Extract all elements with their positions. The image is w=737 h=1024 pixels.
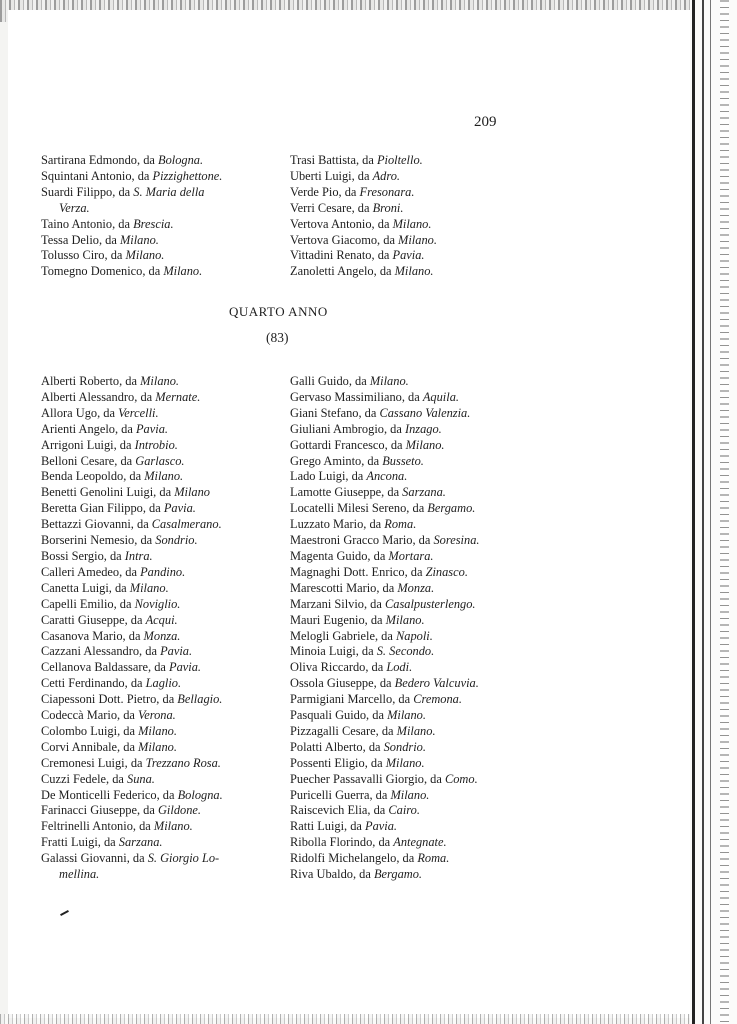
person-name: Grego Aminto, da [290,453,383,468]
hometown: S. Secondo. [376,644,435,659]
person-name: Verri Cesare, da [290,200,373,215]
name-list-main-left [41,374,223,883]
person-name: Farinacci Giuseppe, da [41,803,158,818]
hometown: Inzago. [404,421,442,436]
list-item [41,217,222,233]
list-item [41,169,222,185]
person-name: Ribolla Florindo, da [290,835,394,850]
person-name: Ossola Giuseppe, da [290,676,395,691]
person-name: Cellanova Baldassare, da [41,660,169,675]
hometown: Milano. [392,216,432,231]
hometown: Pizzighettone. [152,168,223,183]
person-name: Canetta Luigi, da [41,580,130,595]
list-item [41,438,223,454]
list-item [290,835,480,851]
list-item [41,835,223,851]
list-item [41,501,223,517]
person-name: Tomegno Domenico, da [41,264,164,279]
person-name: Raiscevich Elia, da [290,803,389,818]
hometown: Adro. [372,168,401,183]
list-item [41,676,223,692]
person-name: Squintani Antonio, da [41,168,153,183]
person-name: Giani Stefano, da [290,405,380,420]
hometown: Noviglio. [134,596,181,611]
hometown: Milano. [153,819,193,834]
hometown: Milano. [385,755,425,770]
hometown: Busseto. [382,453,424,468]
person-name: Beretta Gian Filippo, da [41,501,164,516]
hometown: Ancona. [366,469,408,484]
person-name: Borserini Nemesio, da [41,533,156,548]
hometown: Trezzano Rosa. [145,755,221,770]
list-item [290,201,437,217]
person-name: Verde Pio, da [290,184,360,199]
hometown: Casalpusterlengo. [384,596,476,611]
list-item [290,406,480,422]
list-item [290,549,480,565]
person-name: Allora Ugo, da [41,405,119,420]
person-name: Galli Guido, da [290,374,370,388]
list-item [290,756,480,772]
person-name: De Monticelli Federico, da [41,787,178,802]
person-name: Lamotte Giuseppe, da [290,485,403,500]
hometown: Pavia. [135,421,168,436]
hometown: Cassano Valenzia. [379,405,471,420]
person-name: Ridolfi Michelangelo, da [290,851,418,866]
name-list-top-right [290,153,437,280]
hometown: Sondrio. [155,533,198,548]
list-item [41,565,223,581]
person-name: Puecher Passavalli Giorgio, da [290,771,445,786]
list-item [290,676,480,692]
hometown: Milano. [144,469,184,484]
hometown: Gildone. [157,803,202,818]
person-name: Trasi Battista, da [290,153,377,167]
list-item [41,740,223,756]
hometown: Sarzana. [118,835,163,850]
person-name: Benda Leopoldo, da [41,469,145,484]
list-item [41,406,223,422]
hometown: Monza. [143,628,181,643]
list-item [41,533,223,549]
hometown: Verona. [138,708,176,723]
list-item [290,264,437,280]
list-item [41,517,223,533]
hometown: Bergamo. [427,501,476,516]
hometown: Como. [444,771,478,786]
person-name: Sartirana Edmondo, da [41,153,158,167]
person-name: Lado Luigi, da [290,469,367,484]
person-name: Casanova Mario, da [41,628,144,643]
person-name: Locatelli Milesi Sereno, da [290,501,428,516]
list-item [290,374,480,390]
list-item [41,851,223,883]
list-item [290,772,480,788]
person-name: Galassi Giovanni, da [41,851,148,866]
list-item [41,422,223,438]
hometown: Milano. [129,580,169,595]
hometown: Milano. [163,264,203,279]
hometown: Fresonara. [359,184,415,199]
person-name: Polatti Alberto, da [290,739,384,754]
list-item [41,788,223,804]
hometown: Milano. [390,787,430,802]
hometown: Napoli. [395,628,433,643]
person-name: Vittadini Renato, da [290,248,393,263]
hometown: Bergamo. [373,867,423,882]
person-name: Cazzani Alessandro, da [41,644,161,659]
hometown: Sarzana. [402,485,446,500]
list-item [41,629,223,645]
hometown: Bologna. [158,153,204,167]
list-item [290,581,480,597]
section-heading: QUARTO ANNO [229,304,328,319]
person-name: Minoia Luigi, da [290,644,377,659]
list-item [290,819,480,835]
person-name: Cetti Ferdinando, da [41,676,146,691]
hometown: Mortara. [388,548,434,563]
hometown: Milano. [119,232,159,247]
list-item [41,153,222,169]
list-item [41,772,223,788]
list-item [290,454,480,470]
hometown: Milano. [369,374,409,388]
list-item [290,169,437,185]
person-name: Arienti Angelo, da [41,421,136,436]
name-list-top-left [41,153,222,280]
list-item [41,756,223,772]
list-item [290,438,480,454]
list-item [290,185,437,201]
person-name: Mauri Eugenio, da [290,612,386,627]
list-item [290,724,480,740]
list-item [290,217,437,233]
list-item [290,485,480,501]
hometown: Pavia. [365,819,398,834]
hometown: S. Giorgio Lo- [147,851,220,866]
person-name: Arrigoni Luigi, da [41,437,135,452]
hometown: Garlasco. [135,453,185,468]
list-item [41,469,223,485]
person-name: Zanoletti Angelo, da [290,264,395,279]
hometown: Pavia. [160,644,193,659]
hometown: Pavia. [169,660,201,675]
person-name: Taino Antonio, da [41,216,134,231]
list-item [290,629,480,645]
hometown: Brescia. [133,216,174,231]
list-item [41,485,223,501]
name-list-main-right [290,374,480,883]
hometown: Milano. [387,708,426,723]
person-name: Possenti Eligio, da [290,755,386,770]
person-name: Magnaghi Dott. Enrico, da [290,564,426,579]
hometown: Acqui. [145,612,178,627]
list-item [290,644,480,660]
page-number: 209 [474,114,497,130]
person-name: Cuzzi Fedele, da [41,771,128,786]
hometown: Bellagio. [177,692,223,707]
person-name: Marzani Silvio, da [290,596,385,611]
person-name: Capelli Emilio, da [41,596,135,611]
list-item [41,803,223,819]
person-name: Vertova Giacomo, da [290,232,399,247]
hometown: Roma. [417,851,450,866]
list-item [41,264,222,280]
person-name: Bossi Sergio, da [41,548,125,563]
person-name: Ciapessoni Dott. Pietro, da [41,692,178,707]
hometown: Milano. [138,723,177,738]
hometown: Cremona. [413,692,462,707]
list-item [290,613,480,629]
hometown: Intra. [124,548,153,563]
list-item [41,708,223,724]
hometown: Soresina. [433,533,480,548]
hometown: Pavia. [392,248,425,263]
list-item [290,233,437,249]
list-item [41,819,223,835]
person-name: Ratti Luigi, da [290,819,366,834]
hometown: Roma. [384,517,417,532]
hometown: Bedero Valcuvia. [394,676,479,691]
hometown: Broni. [372,200,404,215]
person-name: Melogli Gabriele, da [290,628,396,643]
person-name: Benetti Genolini Luigi, da [41,485,175,500]
hometown: S. Maria della [133,184,205,199]
hometown: Laglio. [145,676,182,691]
person-name: Pizzagalli Cesare, da [290,723,397,738]
list-item [290,788,480,804]
hometown: Suna. [127,771,155,786]
hometown: Milano. [125,248,165,263]
hometown: Zinasco. [425,564,468,579]
hometown: Mernate. [155,389,201,404]
person-name: Fratti Luigi, da [41,835,119,850]
person-name: Luzzato Mario, da [290,517,385,532]
book-spine-edge [690,0,737,1024]
hometown: Casalmerano. [151,517,222,532]
book-page [8,10,690,1018]
hometown: Milano. [394,264,434,279]
person-name: Alberti Roberto, da [41,374,141,388]
list-item [41,692,223,708]
person-name: Parmigiani Marcello, da [290,692,414,707]
person-name: Pasquali Guido, da [290,708,388,723]
person-name: Maestroni Gracco Mario, da [290,533,434,548]
list-item [290,469,480,485]
person-name: Corvi Annibale, da [41,739,139,754]
list-item [290,597,480,613]
list-item [290,422,480,438]
list-item [41,233,222,249]
hometown: Milano [174,485,210,500]
person-name: Alberti Alessandro, da [41,389,156,404]
list-item [290,517,480,533]
person-name: Vertova Antonio, da [290,216,393,231]
hometown: Milano. [138,739,177,754]
hometown: Pavia. [163,501,196,516]
hometown-continued: mellina. [59,867,100,882]
list-item [41,454,223,470]
person-name: Oliva Riccardo, da [290,660,387,675]
list-item [290,565,480,581]
person-name: Cremonesi Luigi, da [41,755,146,770]
person-name: Magenta Guido, da [290,548,389,563]
hometown: Aquila. [422,389,459,404]
person-name: Tolusso Ciro, da [41,248,126,263]
hometown: Vercelli. [118,405,159,420]
hometown: Lodi. [386,660,413,675]
hometown: Introbio. [134,437,178,452]
person-name: Uberti Luigi, da [290,168,373,183]
list-item [290,390,480,406]
list-item [41,374,223,390]
person-name: Tessa Delio, da [41,232,120,247]
list-item [290,851,480,867]
ink-mark [60,910,69,916]
person-name: Suardi Filippo, da [41,184,134,199]
person-name: Bettazzi Giovanni, da [41,517,152,532]
hometown: Milano. [405,437,445,452]
list-item [41,185,222,217]
list-item [290,501,480,517]
list-item [290,740,480,756]
list-item [290,803,480,819]
hometown: Milano. [385,612,425,627]
list-item [41,660,223,676]
hometown: Milano. [396,723,436,738]
person-name: Riva Ubaldo, da [290,867,374,882]
list-item [41,390,223,406]
person-name: Codeccà Mario, da [41,708,139,723]
list-item [41,549,223,565]
list-item [290,867,480,883]
person-name: Giuliani Ambrogio, da [290,421,405,436]
list-item [41,581,223,597]
hometown: Sondrio. [383,739,426,754]
person-name: Colombo Luigi, da [41,723,139,738]
hometown: Pandino. [140,564,186,579]
person-name: Puricelli Guerra, da [290,787,391,802]
list-item [41,724,223,740]
list-item [290,708,480,724]
hometown: Milano. [140,374,179,388]
person-name: Calleri Amedeo, da [41,564,141,579]
person-name: Marescotti Mario, da [290,580,398,595]
section-count: (83) [266,330,289,345]
hometown-continued: Verza. [59,200,90,215]
person-name: Gervaso Massimiliano, da [290,389,423,404]
person-name: Gottardi Francesco, da [290,437,406,452]
hometown: Milano. [398,232,437,247]
person-name: Belloni Cesare, da [41,453,136,468]
list-item [290,533,480,549]
hometown: Cairo. [388,803,420,818]
person-name: Caratti Giuseppe, da [41,612,146,627]
list-item [41,248,222,264]
list-item [41,597,223,613]
list-item [41,613,223,629]
list-item [290,660,480,676]
scan-bottom-edge [0,1014,737,1024]
list-item [290,692,480,708]
hometown: Antegnate. [393,835,447,850]
list-item [290,248,437,264]
hometown: Bologna. [177,787,223,802]
hometown: Monza. [397,580,435,595]
list-item [41,644,223,660]
person-name: Feltrinelli Antonio, da [41,819,154,834]
list-item [290,153,437,169]
hometown: Pioltello. [376,153,423,167]
